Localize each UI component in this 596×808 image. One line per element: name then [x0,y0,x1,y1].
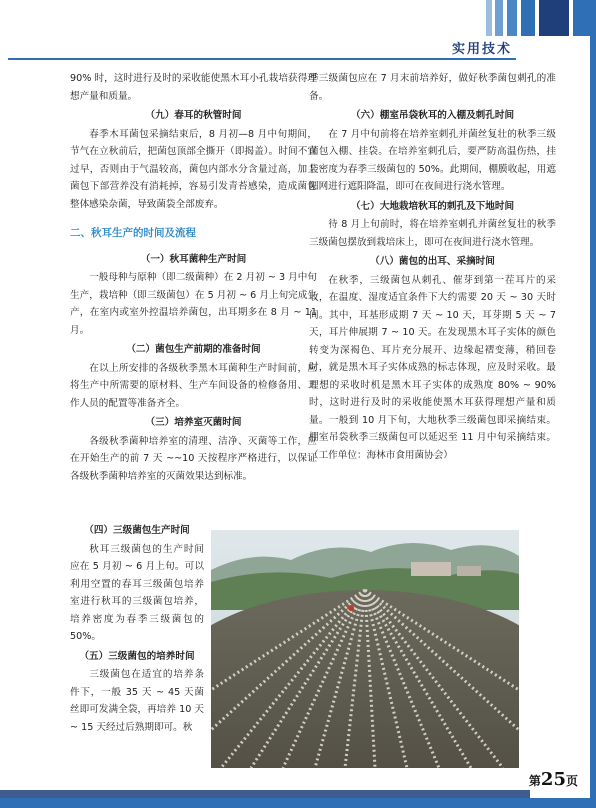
sub-heading: （一）秋耳菌种生产时间 [140,253,247,265]
sub-heading: （六）棚室吊袋秋耳的入棚及刺孔时间 [350,110,515,121]
sub-heading: （二）菌包生产前期的准备时间 [126,344,261,355]
paragraph: 待 8 月上旬前时，将在培养室刺孔并菌丝复壮的秋季三级菌包摆放到栽培床上，即可在夜间进行浇水管理。 [309,219,556,248]
sub-heading: （三）培养室灭菌时间 [145,417,242,428]
footer-dark-bar [0,790,530,798]
paragraph: 一般母种与原种（即二级菌种）在 2 月初 ~ 3 月中旬生产，栽培种（即三级菌包）在 5 月初 ~ 6 月上旬完成生产，在室内或室外控温培养菌包，出耳期多在 8 月 ~ 11 月。 [70,272,317,336]
paragraph: 在秋季，三级菌包从刺孔、催芽到第一茬耳片的采收，在温度、湿度适宜条件下大约需要 20 天 ~ 30 天时间。其中，耳基形成期 7 天 ~ 10 天，耳芽期 5 天 ~ 7 天，耳片伸展期 7 ~ 10 天。在发现黑木耳子实体的颜色转变为深褐色、耳片充分展开、边缘起褶变薄，稍回卷时，就是黑木耳子实体成熟的标志体现，应及时采收。最理想的采收时机是黑木耳子实体的成熟度 80% ~ 90% 时，这时进行及时的采收能使黑木耳获得理想产量和质量。一般到 10 月下旬，大地秋季三级菌包即采摘结束。棚室吊袋秋季三级菌包可以延迟至 11 月中旬采摘结束。（工作单位：海林市食用菌协会） [309,274,556,461]
sub-heading: （四）三级菌包生产时间 [84,525,190,536]
field-photo [211,530,519,768]
page-suffix: 页 [565,774,578,788]
paragraph: 三级菌包在适宜的培养条件下，一般 35 天 ~ 45 天菌丝即可发满全袋，再培养 10 天 ~ 15 天经过后熟期即可。秋 [70,669,204,733]
section-heading: 二、秋耳生产的时间及流程 [70,227,196,239]
page-number-value: 25 [540,769,566,790]
sub-heading: （八）菌包的出耳、采摘时间 [370,256,495,267]
right-edge-strip [590,0,596,808]
left-column [70,70,317,485]
sub-heading: （九）春耳的秋管时间 [145,110,242,121]
left-narrow-column [70,520,204,736]
paragraph: 季三级菌包应在 7 月末前培养好，做好秋季菌包刺孔的准备。 [309,73,556,102]
paragraph: 在 7 月中旬前将在培养室刺孔并菌丝复壮的秋季三级菌包入棚、挂袋。在培养室刺孔后，要严防高温伤热，挂袋密度为春季三级菌包的 50%。此期间，棚膜收起，用遮阳网进行遮阳降温，即可在夜间进行浇水管理。 [309,128,556,192]
right-column [309,70,556,464]
sub-heading: （七）大地栽培秋耳的刺孔及下地时间 [350,200,515,212]
page-prefix: 第 [528,774,541,788]
section-label: 实用技术 [451,42,512,57]
paragraph: 在以上所安排的各级秋季黑木耳菌种生产时间前，应将生产中所需要的原材料、生产车间设备的检修备用、工作人员的配置等准备齐全。 [70,362,317,409]
sub-heading: （五）三级菌包的培养时间 [79,650,195,662]
paragraph: 春季木耳菌包采摘结束后，8 月初—8 月中旬期间，节气在立秋前后，把菌包顶部全撕开（即揭盖）。时间不宜过早，否则由于气温较高，菌包内部水分含量过高，加上菌包下部营养没有消耗掉，容易引发青苔感染，造成菌包整体感染杂菌，导致菌袋全部废弃。 [70,128,317,210]
paragraph: 秋耳三级菌包的生产时间应在 5 月初 ~ 6 月上旬。可以利用空置的春耳三级菌包培养室进行秋耳的三级菌包培养，培养密度为春季三级菌包的 50%。 [70,543,204,642]
header-decoration-bars [486,0,596,36]
paragraph: 各级秋季菌种培养室的清理、洁净、灭菌等工作，应在开始生产的前 7 天 ~~10 天按程序严格进行，以保证各级秋季菌种培养室的灭菌效果达到标准。 [70,435,317,482]
footer-bar [0,798,596,808]
header-rule [8,58,516,60]
page-number [529,769,578,790]
paragraph: 90% 时，这时进行及时的采收能使黑木耳小孔栽培获得理想产量和质量。 [70,73,317,102]
